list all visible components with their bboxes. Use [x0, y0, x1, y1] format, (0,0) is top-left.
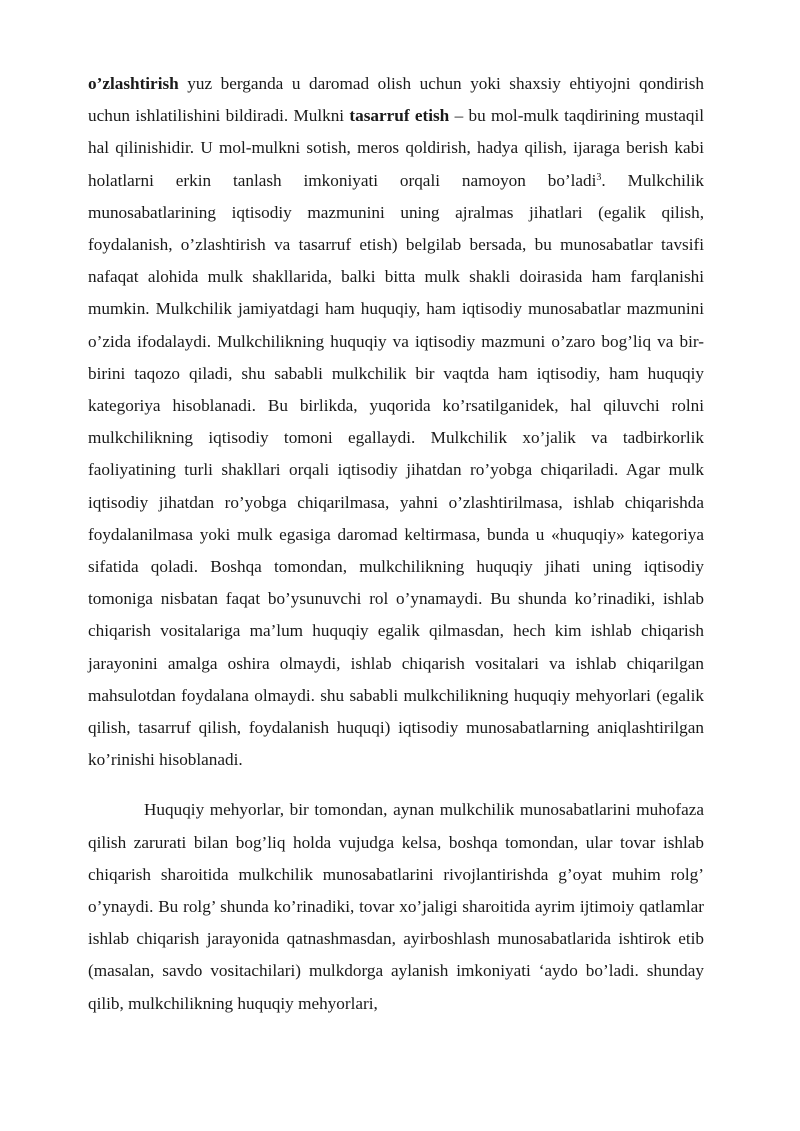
paragraph-1-text-a: yuz berganda u daromad olish uchun yoki shaxsiy ehtiyojni qondirish uchun ishlatilishini bildiradi. Mulkni: [88, 74, 704, 126]
term-ozlashtirish: o’zlashtirish: [88, 74, 179, 93]
paragraph-1-text-c: . Mulkchilik munosabatlarining iqtisodiy mazmunini uning ajralmas jihatlari (egalik qilish, foydalanish, o’zlashtirish va tasarruf etish) belgilab bersada, bu munosabatlar tavsifi nafaqat alohida mulk shakllarida, balki bitta mulk shakli doirasida ham farqlanishi mumkin. Mulkchilik jamiyatdagi ham huquqiy, ham iqtisodiy munosabatlar mazmunini o’zida ifodalaydi. Mulkchilikning huquqiy va iqtisodiy mazmuni o’zaro bog’liq va bir-birini taqozo qiladi, shu sababli mulkchilik bir vaqtda ham iqtisodiy, ham huquqiy kategoriya hisoblanadi. Bu birlikda, yuqorida ko’rsatilganidek, hal qiluvchi rolni mulkchilikning iqtisodiy tomoni egallaydi. Mulkchilik xo’jalik va tadbirkorlik faoliyatining turli shakllari orqali iqtisodiy jihatdan ro’yobga chiqariladi. Agar mulk iqtisodiy jihatdan ro’yobga chiqarilmasa, yahni o’zlashtirilmasa, ishlab chiqarishda foydalanilmasa yoki mulk egasiga daromad keltirmasa, bunda u «huquqiy» kategoriya sifatida qoladi. Boshqa tomondan, mulkchilikning huquqiy jihati uning iqtisodiy tomoniga nisbatan faqat bo’ysunuvchi rol o’ynamaydi. Bu shunda ko’rinadiki, ishlab chiqarish vositalariga ma’lum huquqiy egalik qilmasdan, hech kim ishlab chiqarish jarayonini amalga oshira olmaydi, ishlab chiqarish vositalari va ishlab chiqarilgan mahsulotdan foydalana olmaydi. shu sababli mulkchilikning huquqiy mehyorlari (egalik qilish, tasarruf qilish, foydalanish huquqi) iqtisodiy munosabatlarning aniqlashtirilgan ko’rinishi hisoblanadi.: [88, 170, 704, 770]
document-page: [88, 68, 704, 1020]
term-tasarruf-etish: tasarruf etish: [349, 106, 450, 126]
paragraph-2: Huquqiy mehyorlar, bir tomondan, aynan mulkchilik munosabatlarini muhofaza qilish zarurati bilan bog’liq holda vujudga kelsa, boshqa tomondan, ular tovar ishlab chiqarish sharoitida mulkchilik munosabatlarini rivojlantirishda g’oyat muhim rolg’ o’ynaydi. Bu rolg’ shunda ko’rinadiki, tovar xo’jaligi sharoitida ayrim ijtimoiy qatlamlar ishlab chiqarish jarayonida qatnashmasdan, ayirboshlash munosabatlarida ishtirok etib (masalan, savdo vositachilari) mulkdorga aylanish imkoniyati ‘aydo bo’ladi. shunday qilib, mulkchilikning huquqiy mehyorlari,: [88, 800, 704, 1013]
footnote-reference[interactable]: 3: [596, 171, 602, 183]
paragraph-1-text-b: – bu mol-mulk taqdirining mustaqil hal qilinishidir. U mol-mulkni sotish, meros qoldirish, hadya qilish, ijaraga berish kabi holatlarni erkin tanlash imkoniyati orqali namoyon bo’ladi: [88, 106, 705, 190]
paragraph-1: [88, 68, 704, 776]
